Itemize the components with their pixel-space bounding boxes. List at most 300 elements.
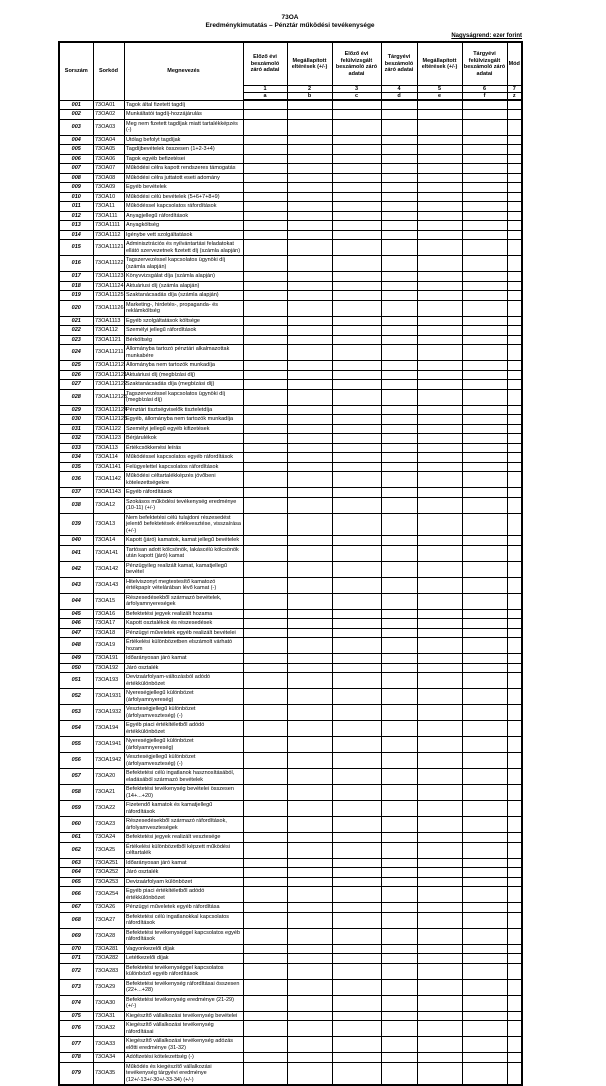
row-name-cell: Időarányosan járó kamat: [124, 654, 243, 664]
data-cell-col-3: [332, 963, 381, 979]
row-code-cell: 73OA29: [93, 979, 124, 995]
row-name-cell: Nyereségjellegű különbözet (árfolyamnyereség): [124, 689, 243, 705]
data-cell-col-4: [381, 110, 417, 120]
data-cell-col-3: [332, 281, 381, 291]
data-cell-col-4: [381, 326, 417, 336]
data-cell-col-4: [381, 443, 417, 453]
data-cell-col-5: [417, 995, 462, 1011]
data-cell-col-2: [287, 609, 332, 619]
row-name-cell: Kapott osztalékok és részesedések: [124, 619, 243, 629]
data-cell-col-6: [462, 192, 507, 202]
data-cell-col-5: [417, 1062, 462, 1085]
row-number-cell: 028: [59, 389, 93, 405]
row-name-cell: Befektetési tevékenység ráfordításai összesen (22+...+28): [124, 979, 243, 995]
data-cell-col-1: [243, 300, 287, 316]
data-cell-col-2: [287, 928, 332, 944]
data-cell-col-7: [507, 785, 522, 801]
row-number-cell: 035: [59, 462, 93, 472]
data-cell-col-2: [287, 335, 332, 345]
column-letter-b: b: [287, 93, 332, 101]
row-code-cell: 73OA141: [93, 545, 124, 561]
row-code-cell: 73OA193: [93, 673, 124, 689]
data-cell-col-2: [287, 673, 332, 689]
data-cell-col-6: [462, 497, 507, 513]
row-code-cell: 73OA1941: [93, 737, 124, 753]
table-row: [59, 954, 522, 964]
data-cell-col-6: [462, 619, 507, 629]
row-code-cell: 73OA19: [93, 638, 124, 654]
row-code-cell: 73OA13: [93, 513, 124, 536]
row-name-cell: Személyi jellegű ráfordítások: [124, 326, 243, 336]
data-cell-col-4: [381, 405, 417, 415]
data-cell-col-3: [332, 887, 381, 903]
data-cell-col-3: [332, 135, 381, 145]
table-row: [59, 110, 522, 120]
data-cell-col-5: [417, 842, 462, 858]
data-cell-col-4: [381, 689, 417, 705]
data-cell-col-7: [507, 173, 522, 183]
data-cell-col-5: [417, 979, 462, 995]
row-name-cell: Tagszervezéssel kapcsolatos ügynöki díj (számla alapján): [124, 256, 243, 272]
row-code-cell: 73OA254: [93, 887, 124, 903]
data-cell-col-6: [462, 240, 507, 256]
data-cell-col-4: [381, 415, 417, 425]
row-name-cell: Működési célú bevételek (5+6+7+8+9): [124, 192, 243, 202]
row-name-cell: Tagok egyéb befizetései: [124, 154, 243, 164]
data-cell-col-4: [381, 380, 417, 390]
row-number-cell: 044: [59, 593, 93, 609]
data-cell-col-6: [462, 689, 507, 705]
data-cell-col-4: [381, 192, 417, 202]
row-number-cell: 073: [59, 979, 93, 995]
data-cell-col-1: [243, 256, 287, 272]
row-number-cell: 005: [59, 145, 93, 155]
table-row: [59, 192, 522, 202]
data-cell-col-4: [381, 370, 417, 380]
data-cell-col-7: [507, 801, 522, 817]
data-cell-col-6: [462, 801, 507, 817]
row-number-cell: 009: [59, 183, 93, 193]
data-cell-col-4: [381, 119, 417, 135]
data-cell-col-3: [332, 1011, 381, 1021]
data-cell-col-2: [287, 183, 332, 193]
data-cell-col-5: [417, 202, 462, 212]
data-cell-col-3: [332, 995, 381, 1011]
data-cell-col-5: [417, 211, 462, 221]
data-cell-col-2: [287, 405, 332, 415]
data-cell-col-3: [332, 119, 381, 135]
data-cell-col-7: [507, 488, 522, 498]
row-code-cell: 73OA02: [93, 110, 124, 120]
data-cell-col-2: [287, 145, 332, 155]
data-cell-col-1: [243, 903, 287, 913]
data-cell-col-7: [507, 833, 522, 843]
table-row: [59, 221, 522, 231]
data-cell-col-4: [381, 211, 417, 221]
data-cell-col-1: [243, 326, 287, 336]
data-cell-col-2: [287, 1037, 332, 1053]
column-header-4: Tárgyévi beszámoló záró adatai: [381, 42, 417, 86]
data-cell-col-1: [243, 705, 287, 721]
data-cell-col-4: [381, 673, 417, 689]
form-page: [0, 14, 606, 1083]
row-code-cell: 73OA191: [93, 654, 124, 664]
row-number-cell: 038: [59, 497, 93, 513]
table-row: [59, 577, 522, 593]
row-number-cell: 019: [59, 291, 93, 301]
row-number-cell: 008: [59, 173, 93, 183]
row-number-cell: 012: [59, 211, 93, 221]
data-cell-col-3: [332, 183, 381, 193]
table-row: [59, 628, 522, 638]
data-cell-col-6: [462, 345, 507, 361]
data-cell-col-1: [243, 145, 287, 155]
data-cell-col-2: [287, 887, 332, 903]
row-name-cell: Befektetési jegyek realizált vesztesége: [124, 833, 243, 843]
data-cell-col-2: [287, 705, 332, 721]
data-cell-col-6: [462, 415, 507, 425]
data-cell-col-3: [332, 954, 381, 964]
data-cell-col-2: [287, 817, 332, 833]
data-cell-col-3: [332, 619, 381, 629]
data-cell-col-7: [507, 300, 522, 316]
data-cell-col-3: [332, 424, 381, 434]
data-cell-col-5: [417, 361, 462, 371]
data-cell-col-4: [381, 842, 417, 858]
table-row: [59, 979, 522, 995]
data-cell-col-5: [417, 663, 462, 673]
data-cell-col-3: [332, 928, 381, 944]
table-row: [59, 415, 522, 425]
data-cell-col-7: [507, 673, 522, 689]
data-cell-col-4: [381, 488, 417, 498]
table-row: [59, 472, 522, 488]
table-row: [59, 145, 522, 155]
table-row: [59, 963, 522, 979]
row-number-cell: 058: [59, 785, 93, 801]
data-cell-col-4: [381, 663, 417, 673]
data-cell-col-3: [332, 801, 381, 817]
row-number-cell: 027: [59, 380, 93, 390]
row-number-cell: 025: [59, 361, 93, 371]
table-row: [59, 370, 522, 380]
row-name-cell: Anyagjellegű ráfordítások: [124, 211, 243, 221]
data-cell-col-1: [243, 335, 287, 345]
data-cell-col-3: [332, 380, 381, 390]
data-cell-col-6: [462, 300, 507, 316]
data-cell-col-7: [507, 192, 522, 202]
data-cell-col-5: [417, 705, 462, 721]
row-name-cell: Utólag befolyt tagdíjak: [124, 135, 243, 145]
data-cell-col-3: [332, 211, 381, 221]
row-name-cell: Értékelési különbözetből képzett működési céltartalék: [124, 842, 243, 858]
data-cell-col-2: [287, 868, 332, 878]
row-code-cell: 73OA27: [93, 912, 124, 928]
row-code-cell: 73OA1123: [93, 434, 124, 444]
data-cell-col-7: [507, 545, 522, 561]
data-cell-col-4: [381, 868, 417, 878]
data-cell-col-5: [417, 345, 462, 361]
data-cell-col-2: [287, 272, 332, 282]
data-cell-col-1: [243, 405, 287, 415]
data-cell-col-7: [507, 472, 522, 488]
data-cell-col-2: [287, 135, 332, 145]
data-cell-col-5: [417, 769, 462, 785]
table-row: [59, 1062, 522, 1085]
row-number-cell: 069: [59, 928, 93, 944]
row-code-cell: 73OA10: [93, 192, 124, 202]
table-row: [59, 154, 522, 164]
data-cell-col-7: [507, 256, 522, 272]
column-header-1: Előző évi beszámoló záró adatai: [243, 42, 287, 86]
row-number-cell: 064: [59, 868, 93, 878]
row-code-cell: 73OA16: [93, 609, 124, 619]
data-cell-col-1: [243, 316, 287, 326]
data-cell-col-5: [417, 405, 462, 415]
column-header-5: Megállapított eltérések (+/-): [417, 42, 462, 86]
data-cell-col-3: [332, 345, 381, 361]
data-cell-col-4: [381, 536, 417, 546]
data-cell-col-1: [243, 443, 287, 453]
data-cell-col-3: [332, 192, 381, 202]
data-cell-col-3: [332, 405, 381, 415]
data-cell-col-3: [332, 545, 381, 561]
table-row: [59, 609, 522, 619]
row-code-cell: 73OA07: [93, 164, 124, 174]
data-cell-col-7: [507, 877, 522, 887]
row-code-cell: 73OA143: [93, 577, 124, 593]
row-number-cell: 078: [59, 1053, 93, 1063]
data-cell-col-1: [243, 545, 287, 561]
data-cell-col-7: [507, 272, 522, 282]
data-cell-col-6: [462, 281, 507, 291]
data-cell-col-2: [287, 536, 332, 546]
table-row: [59, 272, 522, 282]
data-cell-col-6: [462, 536, 507, 546]
data-cell-col-2: [287, 300, 332, 316]
row-number-cell: 041: [59, 545, 93, 561]
data-cell-col-3: [332, 488, 381, 498]
data-cell-col-5: [417, 609, 462, 619]
data-cell-col-7: [507, 230, 522, 240]
data-cell-col-3: [332, 221, 381, 231]
row-number-cell: 004: [59, 135, 93, 145]
row-code-cell: 73OA251: [93, 858, 124, 868]
data-cell-col-7: [507, 145, 522, 155]
data-cell-col-7: [507, 154, 522, 164]
row-name-cell: Felügyelettel kapcsolatos ráfordítások: [124, 462, 243, 472]
row-name-cell: Működési céltartalékképzés jövőbeni kötelezettségekre: [124, 472, 243, 488]
data-cell-col-6: [462, 256, 507, 272]
data-cell-col-1: [243, 842, 287, 858]
data-cell-col-2: [287, 221, 332, 231]
data-cell-col-5: [417, 434, 462, 444]
data-cell-col-3: [332, 202, 381, 212]
data-cell-col-4: [381, 545, 417, 561]
row-name-cell: Egyéb bevételek: [124, 183, 243, 193]
data-cell-col-6: [462, 858, 507, 868]
data-cell-col-7: [507, 887, 522, 903]
data-cell-col-3: [332, 1037, 381, 1053]
income-statement-table: [58, 41, 523, 1086]
table-row: [59, 389, 522, 405]
table-row: [59, 545, 522, 561]
data-cell-col-4: [381, 335, 417, 345]
data-cell-col-1: [243, 110, 287, 120]
table-row: [59, 443, 522, 453]
data-cell-col-6: [462, 628, 507, 638]
data-cell-col-2: [287, 944, 332, 954]
data-cell-col-6: [462, 145, 507, 155]
row-number-cell: 034: [59, 453, 93, 463]
data-cell-col-2: [287, 877, 332, 887]
data-cell-col-1: [243, 673, 287, 689]
data-cell-col-6: [462, 164, 507, 174]
data-cell-col-3: [332, 705, 381, 721]
data-cell-col-4: [381, 462, 417, 472]
data-cell-col-3: [332, 868, 381, 878]
table-row: [59, 230, 522, 240]
row-number-cell: 020: [59, 300, 93, 316]
data-cell-col-5: [417, 912, 462, 928]
data-cell-col-3: [332, 164, 381, 174]
data-cell-col-2: [287, 545, 332, 561]
data-cell-col-6: [462, 211, 507, 221]
row-number-cell: 060: [59, 817, 93, 833]
data-cell-col-5: [417, 316, 462, 326]
row-name-cell: Járó osztalék: [124, 663, 243, 673]
data-cell-col-2: [287, 202, 332, 212]
table-row: [59, 497, 522, 513]
row-name-cell: Nem befektetési célú tulajdoni részesedést jelentő befektetések értékvesztése, visszaírása (+/-): [124, 513, 243, 536]
data-cell-col-6: [462, 944, 507, 954]
row-code-cell: 73OA17: [93, 619, 124, 629]
row-name-cell: Aktuáriusi díj (megbízási díj): [124, 370, 243, 380]
data-cell-col-5: [417, 545, 462, 561]
data-cell-col-4: [381, 769, 417, 785]
table-row: [59, 638, 522, 654]
data-cell-col-1: [243, 221, 287, 231]
data-cell-col-7: [507, 944, 522, 954]
row-name-cell: Járó osztalék: [124, 868, 243, 878]
row-number-cell: 006: [59, 154, 93, 164]
data-cell-col-4: [381, 497, 417, 513]
data-cell-col-6: [462, 380, 507, 390]
row-name-cell: Működés és kiegészítő vállalkozási tevékenység tárgyévi eredménye (12+/-13+/-30+/-33-34) (+/-): [124, 1062, 243, 1085]
row-number-cell: 065: [59, 877, 93, 887]
data-cell-col-6: [462, 326, 507, 336]
row-number-cell: 029: [59, 405, 93, 415]
row-name-cell: Tartósan adott kölcsönök, lakáscélú kölcsönök után kapott (járó) kamat: [124, 545, 243, 561]
data-cell-col-1: [243, 868, 287, 878]
row-code-cell: 73OA04: [93, 135, 124, 145]
row-name-cell: Egyéb piaci értékítéletből adódó értékkülönbözet: [124, 887, 243, 903]
data-cell-col-4: [381, 954, 417, 964]
data-cell-col-7: [507, 434, 522, 444]
data-cell-col-5: [417, 513, 462, 536]
table-row: [59, 817, 522, 833]
row-name-cell: Befektetési tevékenységgel kapcsolatos egyéb ráfordítások: [124, 928, 243, 944]
row-number-cell: 055: [59, 737, 93, 753]
data-cell-col-6: [462, 842, 507, 858]
data-cell-col-2: [287, 488, 332, 498]
data-cell-col-1: [243, 753, 287, 769]
data-cell-col-7: [507, 119, 522, 135]
data-cell-col-1: [243, 963, 287, 979]
row-code-cell: 73OA09: [93, 183, 124, 193]
table-row: [59, 689, 522, 705]
row-code-cell: 73OA281: [93, 944, 124, 954]
row-code-cell: 73OA114: [93, 453, 124, 463]
data-cell-col-7: [507, 577, 522, 593]
data-cell-col-3: [332, 145, 381, 155]
data-cell-col-7: [507, 769, 522, 785]
row-name-cell: Működési célra kapott rendszeres támogatás: [124, 164, 243, 174]
row-number-cell: 037: [59, 488, 93, 498]
row-name-cell: Szokásos működési tevékenység eredménye (10-11) (+/-): [124, 497, 243, 513]
data-cell-col-1: [243, 817, 287, 833]
data-cell-col-2: [287, 513, 332, 536]
data-cell-col-5: [417, 183, 462, 193]
row-number-cell: 047: [59, 628, 93, 638]
data-cell-col-7: [507, 240, 522, 256]
data-cell-col-6: [462, 954, 507, 964]
data-cell-col-2: [287, 1062, 332, 1085]
row-code-cell: 73OA1932: [93, 705, 124, 721]
data-cell-col-6: [462, 593, 507, 609]
data-cell-col-4: [381, 1021, 417, 1037]
data-cell-col-2: [287, 858, 332, 868]
data-cell-col-3: [332, 663, 381, 673]
data-cell-col-1: [243, 638, 287, 654]
data-cell-col-5: [417, 928, 462, 944]
data-cell-col-6: [462, 577, 507, 593]
row-number-cell: 074: [59, 995, 93, 1011]
data-cell-col-1: [243, 689, 287, 705]
table-body: [59, 100, 522, 1085]
data-cell-col-7: [507, 1053, 522, 1063]
data-cell-col-7: [507, 536, 522, 546]
data-cell-col-5: [417, 963, 462, 979]
data-cell-col-4: [381, 1011, 417, 1021]
data-cell-col-6: [462, 462, 507, 472]
data-cell-col-4: [381, 424, 417, 434]
data-cell-col-4: [381, 135, 417, 145]
data-cell-col-3: [332, 110, 381, 120]
row-number-cell: 042: [59, 561, 93, 577]
data-cell-col-6: [462, 405, 507, 415]
data-cell-col-2: [287, 833, 332, 843]
data-cell-col-5: [417, 110, 462, 120]
row-name-cell: Egyéb szolgáltatások költsége: [124, 316, 243, 326]
data-cell-col-1: [243, 100, 287, 110]
table-row: [59, 316, 522, 326]
data-cell-col-7: [507, 380, 522, 390]
data-cell-col-5: [417, 389, 462, 405]
table-row: [59, 801, 522, 817]
row-code-cell: 73OA112: [93, 326, 124, 336]
row-number-cell: 067: [59, 903, 93, 913]
header-megnevezes: Megnevezés: [124, 42, 243, 100]
row-number-cell: 062: [59, 842, 93, 858]
data-cell-col-5: [417, 154, 462, 164]
data-cell-col-7: [507, 1037, 522, 1053]
data-cell-col-2: [287, 424, 332, 434]
data-cell-col-3: [332, 753, 381, 769]
data-cell-col-1: [243, 619, 287, 629]
row-code-cell: 73OA30: [93, 995, 124, 1011]
data-cell-col-6: [462, 753, 507, 769]
